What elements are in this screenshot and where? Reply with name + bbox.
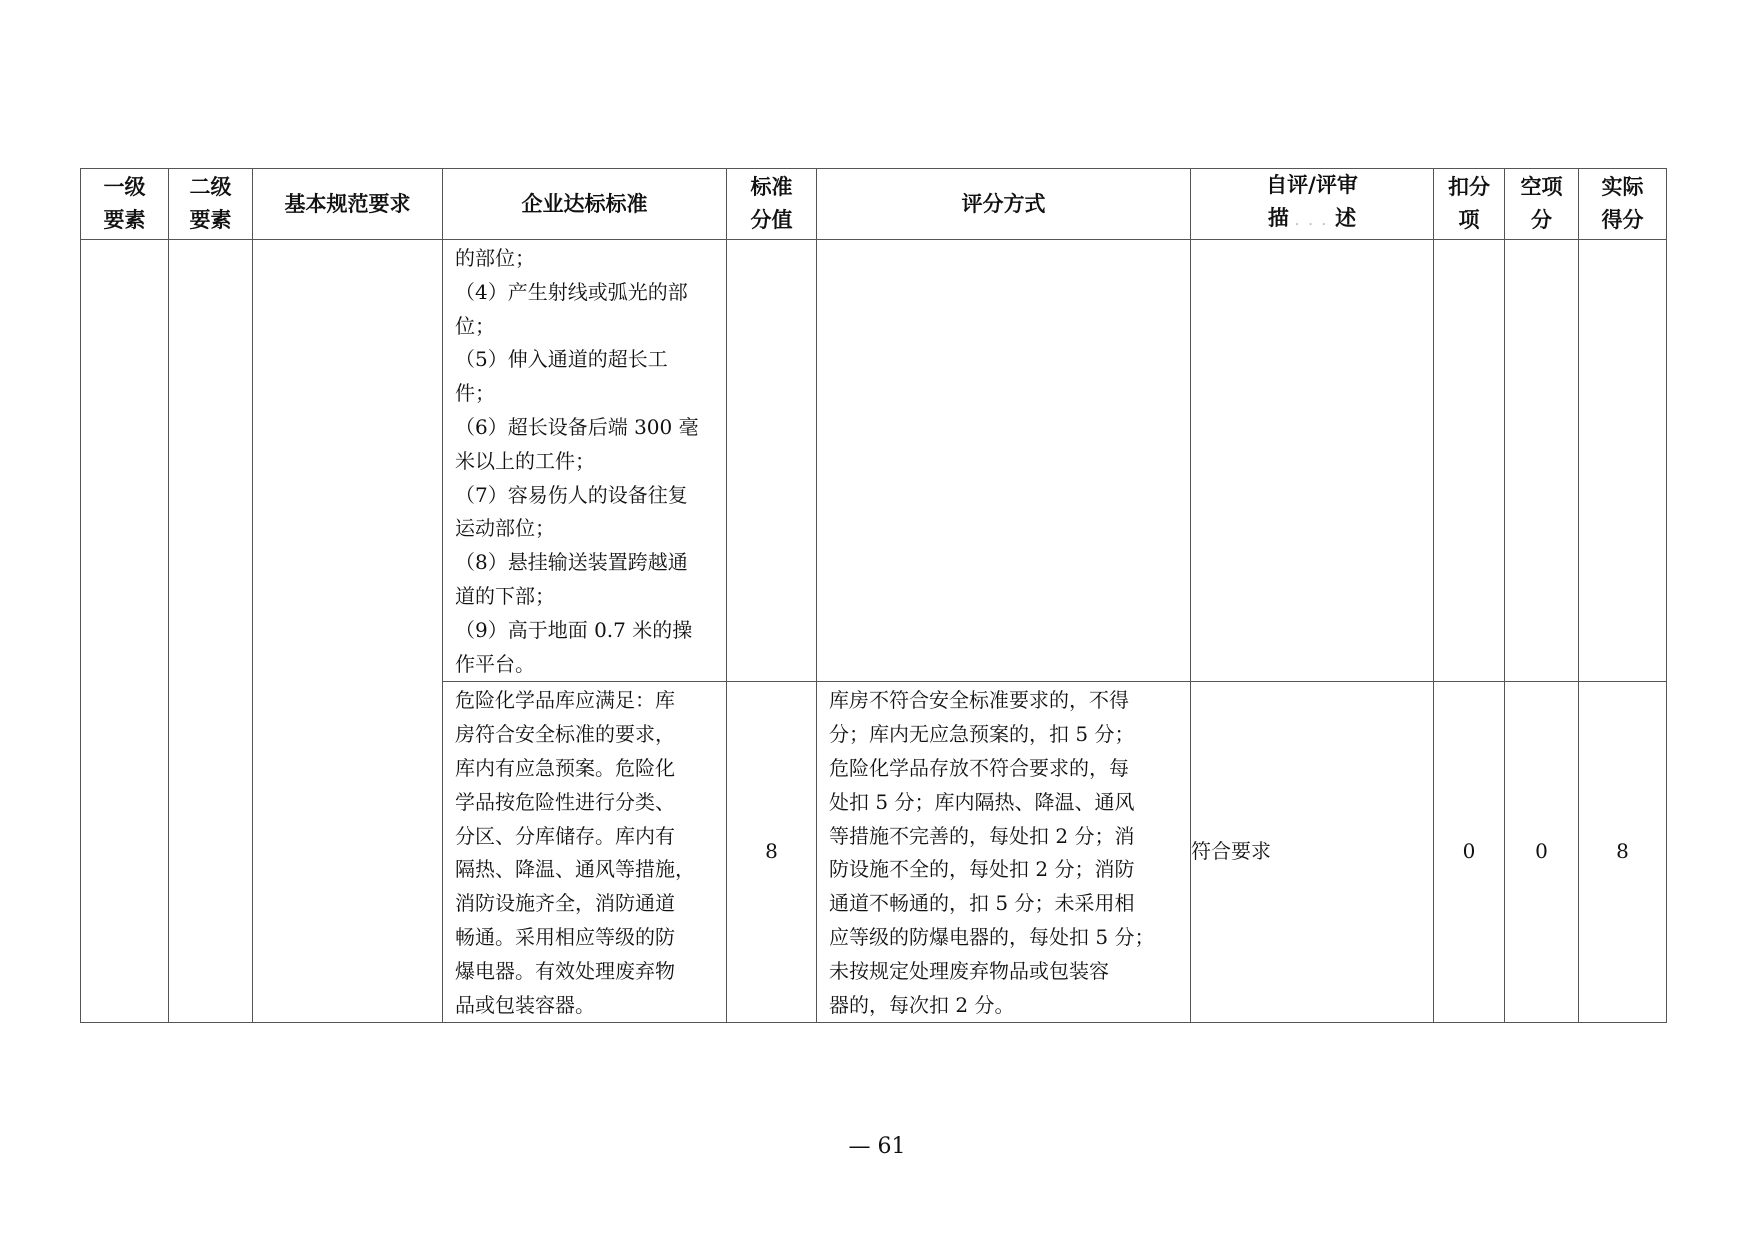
header-actual-score: 实际 得分 (1579, 169, 1667, 240)
basic-requirements-cell (253, 240, 443, 1023)
standard-score-cell: 8 (727, 682, 817, 1023)
page-number: — 61 (848, 1134, 906, 1159)
header-row (81, 169, 1667, 240)
standard-score-cell (727, 240, 817, 682)
empty-score-cell (1505, 240, 1579, 682)
empty-score-cell: 0 (1505, 682, 1579, 1023)
scoring-method-cell (817, 240, 1191, 682)
enterprise-standard-cell: 危险化学品库应满足：库 房符合安全标准的要求， 库内有应急预案。危险化 学品按危险性进行分类、 分区、分库储存。库内有 隔热、降温、通风等措施， 消防设施齐全，消防通道 畅通。采用相应等级的防 爆电器。有效处理废弃物 品或包装容器。 (443, 682, 727, 1023)
header-scoring-method: 评分方式 (817, 169, 1191, 240)
evaluation-table (80, 168, 1667, 1023)
scoring-method-cell: 库房不符合安全标准要求的，不得 分；库内无应急预案的，扣 5 分； 危险化学品存放不符合要求的，每 处扣 5 分；库内隔热、降温、通风 等措施不完善的，每处扣 2 分；消 防设施不全的，每处扣 2 分；消防 通道不畅通的，扣 5 分；未采用相 应等级的防爆电器的，每处扣 5 分； 未按规定处理废弃物品或包装容 器的，每次扣 2 分。 (817, 682, 1191, 1023)
level2-cell (169, 240, 253, 1023)
header-empty-score: 空项 分 (1505, 169, 1579, 240)
header-basic-requirements: 基本规范要求 (253, 169, 443, 240)
deduction-cell (1434, 240, 1505, 682)
self-review-cell: 符合要求 (1191, 682, 1434, 1023)
header-deduction: 扣分 项 (1434, 169, 1505, 240)
actual-score-cell (1579, 240, 1667, 682)
enterprise-standard-cell: 的部位； （4）产生射线或弧光的部 位； （5）伸入通道的超长工 件； （6）超长设备后端 300 毫 米以上的工件； （7）容易伤人的设备往复 运动部位； （8）悬挂输送装置跨越通 道的下部； （9）高于地面 0.7 米的操 作平台。 (443, 240, 727, 682)
header-enterprise-standard: 企业达标标准 (443, 169, 727, 240)
deduction-cell: 0 (1434, 682, 1505, 1023)
actual-score-cell: 8 (1579, 682, 1667, 1023)
table-row (81, 240, 1667, 682)
header-self-review: 自评/评审 描 . . . 述 (1191, 169, 1434, 240)
header-level1: 一级 要素 (81, 169, 169, 240)
header-standard-score: 标准 分值 (727, 169, 817, 240)
self-review-cell (1191, 240, 1434, 682)
header-level2: 二级 要素 (169, 169, 253, 240)
level1-cell (81, 240, 169, 1023)
